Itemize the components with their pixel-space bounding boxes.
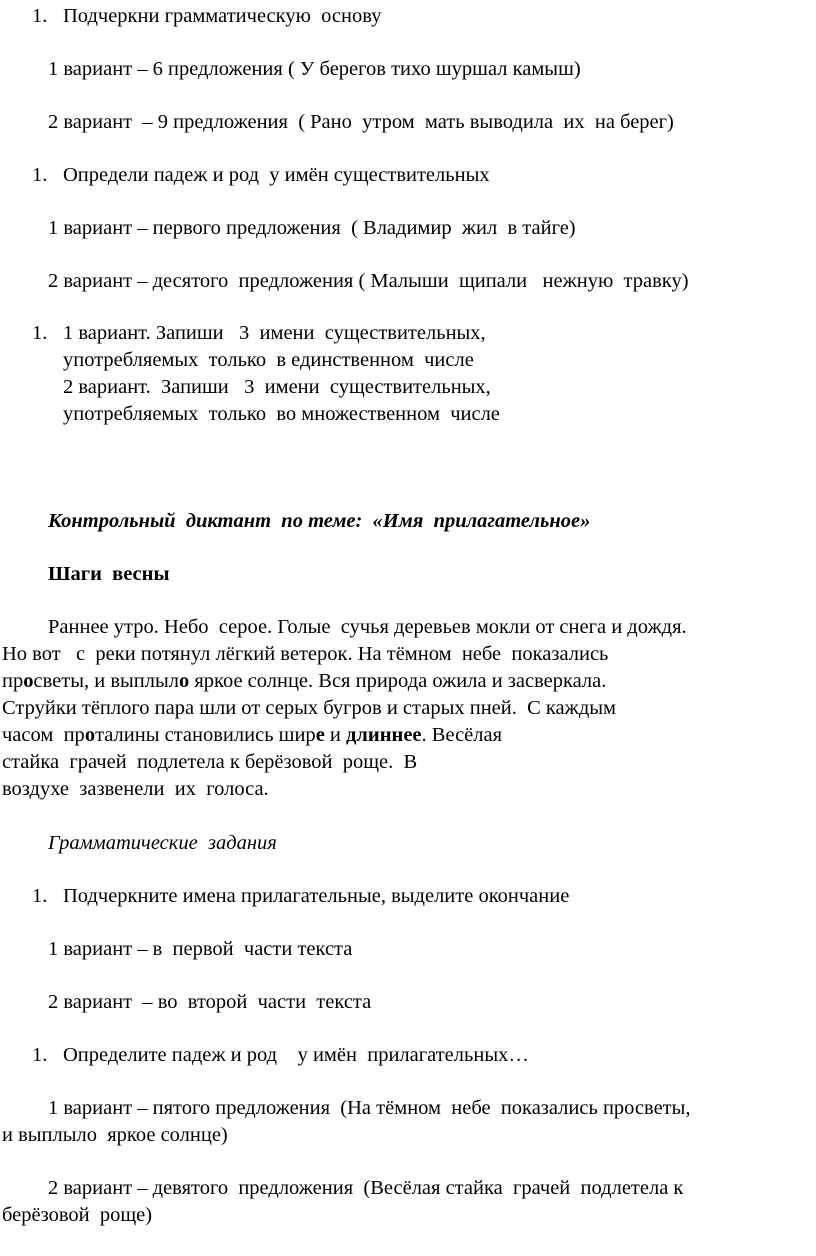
- variant-text: 2 вариант – девятого предложения (Весёлая стайка грачей подлетела к: [48, 1177, 684, 1199]
- task-text: 1 вариант. Запиши 3 имени существительных,: [63, 322, 486, 344]
- grammar-heading: Грамматические задания: [48, 832, 277, 854]
- list-number: 1.: [32, 5, 48, 27]
- variant-text: 2 вариант – десятого предложения ( Малыши щипали нежную травку): [48, 270, 689, 292]
- dictation-heading: Контрольный диктант по теме: «Имя прилагательное»: [48, 510, 591, 532]
- task-text: Определите падеж и род у имён прилагательных…: [63, 1044, 529, 1066]
- list-number: 1.: [32, 164, 48, 186]
- list-number: 1.: [32, 1044, 48, 1066]
- dictation-line: Но вот с реки потянул лёгкий ветерок. На тёмном небе показались: [2, 643, 609, 665]
- dictation-line: Струйки тёплого пара шли от серых бугров и старых пней. С каждым: [2, 697, 616, 719]
- dictation-line: Раннее утро. Небо серое. Голые сучья деревьев мокли от снега и дождя.: [48, 616, 687, 638]
- dictation-line: просветы, и выплыло яркое солнце. Вся природа ожила и засверкала.: [2, 670, 607, 692]
- task-text: Подчеркните имена прилагательные, выделите окончание: [63, 885, 570, 907]
- dictation-line: часом проталины становились шире и длиннее. Весёлая: [2, 724, 503, 746]
- task-text: Подчеркни грамматическую основу: [63, 5, 382, 27]
- variant-text: 1 вариант – первого предложения ( Владимир жил в тайге): [48, 217, 576, 239]
- dictation-line: стайка грачей подлетела к берёзовой роще. В: [2, 751, 418, 773]
- list-number: 1.: [32, 885, 48, 907]
- task-text: употребляемых только во множественном числе: [63, 403, 500, 425]
- variant-text: берёзовой роще): [2, 1204, 153, 1226]
- dictation-line: воздухе зазвенели их голоса.: [2, 778, 269, 800]
- dictation-title: Шаги весны: [48, 563, 170, 585]
- variant-text: 1 вариант – 6 предложения ( У берегов тихо шуршал камыш): [48, 58, 581, 80]
- task-text: употребляемых только в единственном числе: [63, 349, 474, 371]
- variant-text: и выплыло яркое солнце): [2, 1124, 228, 1146]
- variant-text: 1 вариант – пятого предложения (На тёмном небе показались просветы,: [48, 1097, 691, 1119]
- variant-text: 2 вариант – 9 предложения ( Рано утром мать выводила их на берег): [48, 111, 674, 133]
- variant-text: 1 вариант – в первой части текста: [48, 938, 353, 960]
- list-number: 1.: [32, 322, 48, 344]
- task-text: Определи падеж и род у имён существительных: [63, 164, 490, 186]
- task-text: 2 вариант. Запиши 3 имени существительных,: [63, 376, 491, 398]
- variant-text: 2 вариант – во второй части текста: [48, 991, 372, 1013]
